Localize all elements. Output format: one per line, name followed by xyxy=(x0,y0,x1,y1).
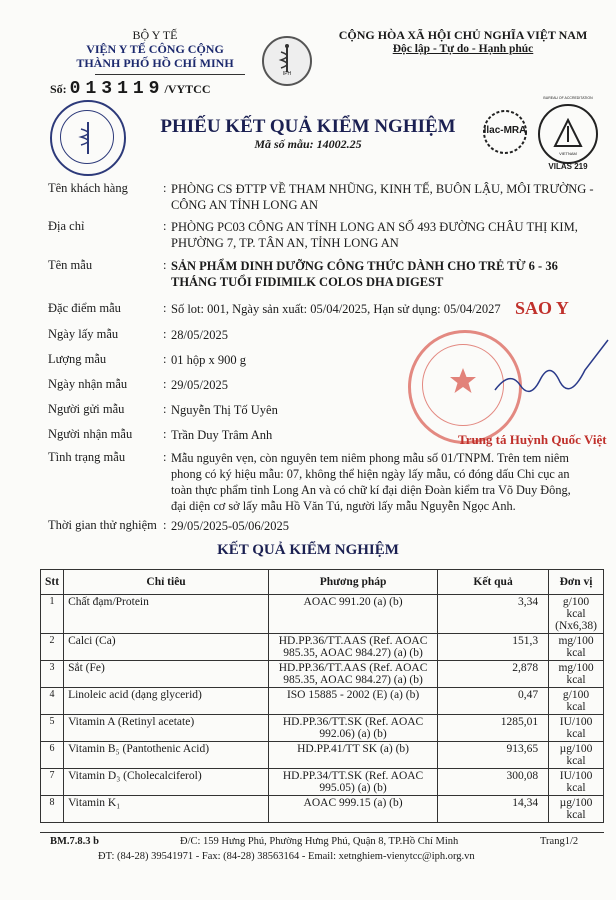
report-title: PHIẾU KẾT QUẢ KIỂM NGHIỆM xyxy=(160,116,456,137)
row-result: 3,34 xyxy=(438,595,549,634)
date-received-value: 29/05/2025 xyxy=(171,378,228,392)
table-row xyxy=(41,688,604,715)
row-result: 1285,01 xyxy=(438,715,549,742)
status-label: Tình trạng mẫu xyxy=(48,450,126,464)
quantity-label: Lượng mẫu xyxy=(48,352,107,366)
vilas-label: VILAS 219 xyxy=(548,162,588,171)
results-table xyxy=(40,569,604,823)
row-criteria: Calci (Ca) xyxy=(64,634,269,661)
header-criteria: Chỉ tiêu xyxy=(64,570,269,595)
row-stt: 1 xyxy=(41,595,64,634)
colon: : xyxy=(163,258,167,272)
sender-label: Người gửi mẫu xyxy=(48,402,125,416)
status-line-3: toàn thực phẩm tỉnh Long An và có chữ kí đại diện Đoàn kiểm tra Võ Duy Đông, xyxy=(171,483,571,497)
table-row xyxy=(41,661,604,688)
document-number-suffix: /VYTCC xyxy=(164,82,211,96)
row-method: AOAC 991.20 (a) (b) xyxy=(269,595,438,634)
row-criteria: Vitamin D₃ (Cholecalciferol) xyxy=(64,769,269,796)
address-line-1: PHÒNG PC03 CÔNG AN TỈNH LONG AN SỐ 493 ĐƯỜNG CHÂU THỊ KIM, xyxy=(171,220,578,234)
footer-address: Đ/C: 159 Hưng Phú, Phường Hưng Phú, Quận 8, TP.Hồ Chí Minh xyxy=(180,836,459,847)
boa-logo xyxy=(538,96,598,164)
header-method: Phương pháp xyxy=(269,570,438,595)
status-line-1: Mẫu nguyên vẹn, còn nguyên tem niêm phong mẫu số 01/TNPM. Trên tem niêm xyxy=(171,451,569,465)
footer-contact: ĐT: (84-28) 39541971 - Fax: (84-28) 38563164 - Email: xetnghiem-vienytcc@iph.org.vn xyxy=(98,851,475,862)
table-row xyxy=(41,742,604,769)
colon: : xyxy=(163,327,167,341)
table-row xyxy=(41,715,604,742)
row-method: AOAC 999.15 (a) (b) xyxy=(269,796,438,823)
caduceus-icon xyxy=(264,38,310,84)
row-criteria: Vitamin K₁ xyxy=(64,796,269,823)
sao-y-stamp: SAO Y xyxy=(515,298,569,318)
row-result: 2,878 xyxy=(438,661,549,688)
receiver-value: Trần Duy Trâm Anh xyxy=(171,428,273,442)
ilac-mra-logo xyxy=(480,108,530,160)
colon: : xyxy=(163,377,167,391)
seal-star-icon xyxy=(448,366,478,396)
status-line-4: đại diện cơ sở lấy mẫu Hồ Văn Tú, người lấy mẫu Nguyễn Ngọc Anh. xyxy=(171,499,516,513)
form-code: BM.7.8.3 b xyxy=(50,836,100,847)
row-unit: µg/100 kcal xyxy=(549,796,604,823)
row-unit: g/100 kcal (Nx6,38) xyxy=(549,595,604,634)
row-stt: 3 xyxy=(41,661,64,688)
row-unit: mg/100 kcal xyxy=(549,634,604,661)
institute-header xyxy=(40,28,270,70)
header-divider xyxy=(95,74,245,75)
quantity-value: 01 hộp x 900 g xyxy=(171,353,246,367)
row-stt: 6 xyxy=(41,742,64,769)
signer-name: Trung tá Huỳnh Quốc Việt xyxy=(458,432,607,447)
row-criteria: Vitamin B₅ (Pantothenic Acid) xyxy=(64,742,269,769)
row-criteria: Chất đạm/Protein xyxy=(64,595,269,634)
customer-label: Tên khách hàng xyxy=(48,181,128,195)
sample-name-line-1: SẢN PHẨM DINH DƯỠNG CÔNG THỨC DÀNH CHO TRẺ TỪ 6 - 36 xyxy=(171,259,558,273)
date-taken-label: Ngày lấy mẫu xyxy=(48,327,119,341)
status-value xyxy=(171,450,606,514)
page-number: Trang1/2 xyxy=(540,836,579,847)
boa-label: BUREAU OF ACCREDITATION xyxy=(543,96,593,100)
boa-triangle-icon xyxy=(553,118,583,148)
boa-country: VIETNAM xyxy=(559,151,577,156)
colon: : xyxy=(163,181,167,195)
row-stt: 8 xyxy=(41,796,64,823)
ilac-label: ilac-MRA xyxy=(483,125,527,136)
row-criteria: Linoleic acid (dạng glycerid) xyxy=(64,688,269,715)
sender-value: Nguyễn Thị Tố Uyên xyxy=(171,403,278,417)
document-number xyxy=(50,79,211,99)
row-unit: IU/100 kcal xyxy=(549,715,604,742)
colon: : xyxy=(163,518,167,532)
footer-divider xyxy=(40,832,604,833)
colon: : xyxy=(163,219,167,233)
national-name: CỘNG HÒA XÃ HỘI CHỦ NGHĨA VIỆT NAM xyxy=(338,28,588,42)
results-title: KẾT QUẢ KIỂM NGHIỆM xyxy=(217,542,399,558)
address-line-2: PHƯỜNG 7, TP. TÂN AN, TỈNH LONG AN xyxy=(171,236,399,250)
row-result: 151,3 xyxy=(438,634,549,661)
colon: : xyxy=(163,427,167,441)
row-stt: 4 xyxy=(41,688,64,715)
ministry-name: BỘ Y TẾ xyxy=(132,28,178,42)
row-result: 0,47 xyxy=(438,688,549,715)
customer-value xyxy=(171,181,594,213)
institute-name: VIỆN Y TẾ CÔNG CỘNG xyxy=(86,42,224,56)
row-unit: mg/100 kcal xyxy=(549,661,604,688)
sample-code: Mã số mẫu: 14002.25 xyxy=(254,137,362,151)
date-received-label: Ngày nhận mẫu xyxy=(48,377,128,391)
table-row xyxy=(41,769,604,796)
header-stt: Stt xyxy=(41,570,64,595)
national-motto: Độc lập - Tự do - Hạnh phúc xyxy=(392,43,534,55)
address-label: Địa chỉ xyxy=(48,219,85,233)
sample-name-value xyxy=(171,258,558,290)
row-stt: 2 xyxy=(41,634,64,661)
institute-logo xyxy=(262,36,312,86)
status-line-2: phong có ký hiệu mẫu: 07, không thể hiện ngày lấy mẫu, có đóng dấu Chi cục an xyxy=(171,467,570,481)
test-time-label: Thời gian thử nghiệm xyxy=(48,518,157,532)
row-method: HD.PP.34/TT.SK (Ref. AOAC 995.05) (a) (b) xyxy=(269,769,438,796)
row-stt: 5 xyxy=(41,715,64,742)
row-unit: µg/100 kcal xyxy=(549,742,604,769)
colon: : xyxy=(163,402,167,416)
table-header-row xyxy=(41,570,604,595)
address-value xyxy=(171,219,578,251)
colon: : xyxy=(163,301,167,315)
header-unit: Đơn vị xyxy=(549,570,604,595)
document-number-label: Số: xyxy=(50,82,67,96)
sample-name-label: Tên mẫu xyxy=(48,258,93,272)
table-row xyxy=(41,595,604,634)
institute-city: THÀNH PHỐ HỒ CHÍ MINH xyxy=(76,56,234,70)
signature-stroke xyxy=(490,330,610,410)
features-value: Số lot: 001, Ngày sản xuất: 05/04/2025, Hạn sử dụng: 05/04/2027 xyxy=(171,302,501,316)
table-row xyxy=(41,796,604,823)
customer-line-2: CÔNG AN TỈNH LONG AN xyxy=(171,198,318,212)
sample-name-line-2: THÁNG TUỔI FIDIMILK COLOS DHA DIGEST xyxy=(171,275,444,289)
row-result: 14,34 xyxy=(438,796,549,823)
row-result: 300,08 xyxy=(438,769,549,796)
document-number-value: 013119 xyxy=(69,79,165,99)
row-unit: g/100 kcal xyxy=(549,688,604,715)
row-method: HD.PP.36/TT.AAS (Ref. AOAC 985.35, AOAC 984.27) (a) (b) xyxy=(269,661,438,688)
row-method: HD.PP.36/TT.SK (Ref. AOAC 992.06) (a) (b) xyxy=(269,715,438,742)
customer-line-1: PHÒNG CS ĐTTP VỀ THAM NHŨNG, KINH TẾ, BUÔN LẬU, MÔI TRƯỜNG - xyxy=(171,182,594,196)
row-result: 913,65 xyxy=(438,742,549,769)
row-method: HD.PP.36/TT.AAS (Ref. AOAC 985.35, AOAC 984.27) (a) (b) xyxy=(269,634,438,661)
colon: : xyxy=(163,450,167,464)
row-criteria: Vitamin A (Retinyl acetate) xyxy=(64,715,269,742)
date-taken-value: 28/05/2025 xyxy=(171,328,228,342)
row-stt: 7 xyxy=(41,769,64,796)
row-criteria: Sắt (Fe) xyxy=(64,661,269,688)
colon: : xyxy=(163,352,167,366)
test-time-value: 29/05/2025-05/06/2025 xyxy=(171,519,290,533)
table-row xyxy=(41,634,604,661)
row-unit: IU/100 kcal xyxy=(549,769,604,796)
header-result: Kết quả xyxy=(438,570,549,595)
receiver-label: Người nhận mẫu xyxy=(48,427,133,441)
national-header xyxy=(338,28,588,56)
logo-label: IPH xyxy=(282,71,292,77)
features-label: Đặc điểm mẫu xyxy=(48,301,121,315)
row-method: ISO 15885 - 2002 (E) (a) (b) xyxy=(269,688,438,715)
row-method: HD.PP.41/TT SK (a) (b) xyxy=(269,742,438,769)
